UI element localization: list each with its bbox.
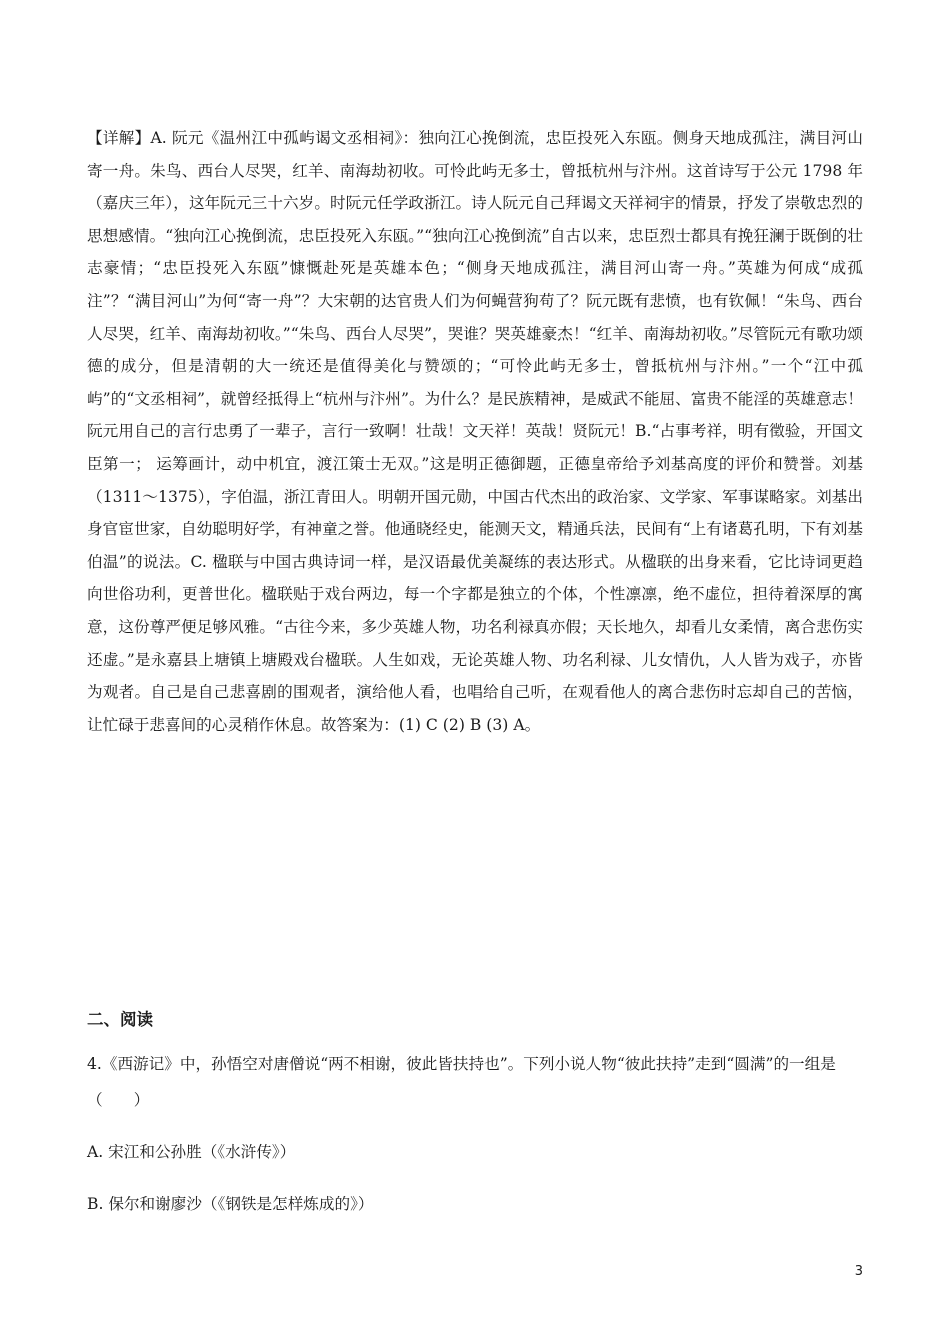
option-a: A. 宋江和公孙胜（《水浒传》） (87, 1143, 296, 1161)
explanation-paragraph: 【详解】A. 阮元《温州江中孤屿谒文丞相祠》：独向江心挽倒流，忠臣投死入东瓯。侧身天地成孤注，满目河山寄一舟。朱鸟、西台人尽哭，红羊、南海劫初收。可怜此屿无多士，曾抵杭州与汴州。这首诗写于公元 1798 年（嘉庆三年），这年阮元三十六岁。时阮元任学政浙江。诗人阮元自己拜谒文天祥祠宇的情景，抒发了崇敬忠烈的思想感情。“独向江心挽倒流，忠臣投死入东瓯。”“独向江心挽倒流”自古以来，忠臣烈士都具有挽狂澜于既倒的壮志豪情；“忠臣投死入东瓯”慷慨赴死是英雄本色；“侧身天地成孤注，满目河山寄一舟。”英雄为何成“成孤注”？“满目河山”为何“寄一舟”？大宋朝的达官贵人们为何蝇营狗苟了？阮元既有悲愤，也有钦佩！“朱鸟、西台人尽哭，红羊、南海劫初收。”“朱鸟、西台人尽哭”，哭谁？哭英雄豪杰！“红羊、南海劫初收。”尽管阮元有歌功颂德的成分，但是清朝的大一统还是值得美化与赞颂的；“可怜此屿无多士，曾抵杭州与汴州。”一个“江中孤屿”的“文丞相祠”，就曾经抵得上“杭州与汴州”。为什么？是民族精神，是威武不能屈、富贵不能淫的英雄意志！阮元用自己的言行忠勇了一辈子，言行一致啊！壮哉！文天祥！英哉！贤阮元！B.“占事考祥，明有徵验，开国文臣第一； 运筹画计，动中机宜，渡江策士无双。”这是明正德御题，正德皇帝给予刘基高度的评价和赞誉。刘基（1311～1375），字伯温，浙江青田人。明朝开国元勋，中国古代杰出的政治家、文学家、军事谋略家。刘基出身官宦世家，自幼聪明好学，有神童之誉。他通晓经史，能测天文，精通兵法，民间有“上有诸葛孔明，下有刘基伯温”的说法。C. 楹联与中国古典诗词一样，是汉语最优美凝练的表达形式。从楹联的出身来看，它比诗词更趋向世俗功利，更普世化。楹联贴于戏台两边，每一个字都是独立的个体，个性凛凛，绝不虚位，担待着深厚的寓意，这份尊严便足够风雅。“古往今来，多少英雄人物，功名利禄真亦假；天长地久，却看儿女柔情，离合悲伤实还虚。”是永嘉县上塘镇上塘殿戏台楹联。人生如戏，无论英雄人物、功名利禄、儿女情仇，人人皆为戏子，亦皆为观者。自己是自己悲喜剧的围观者，演给他人看，也唱给自己听，在观看他人的离合悲伤时忘却自己的苦恼，让忙碌于悲喜间的心灵稍作休息。故答案为：(1) C (2) B (3) A。 (87, 129, 863, 734)
page-number: 3 (854, 1264, 863, 1279)
option-b: B. 保尔和谢廖沙（《钢铁是怎样炼成的》） (87, 1195, 374, 1213)
answer-explanation (87, 122, 863, 741)
question-stem: 4.《西游记》中，孙悟空对唐僧说“两不相谢，彼此皆扶持也”。下列小说人物“彼此扶持”走到“圆满”的一组是（ ） (87, 1055, 836, 1109)
section-title: 二、阅读 (87, 1010, 153, 1029)
